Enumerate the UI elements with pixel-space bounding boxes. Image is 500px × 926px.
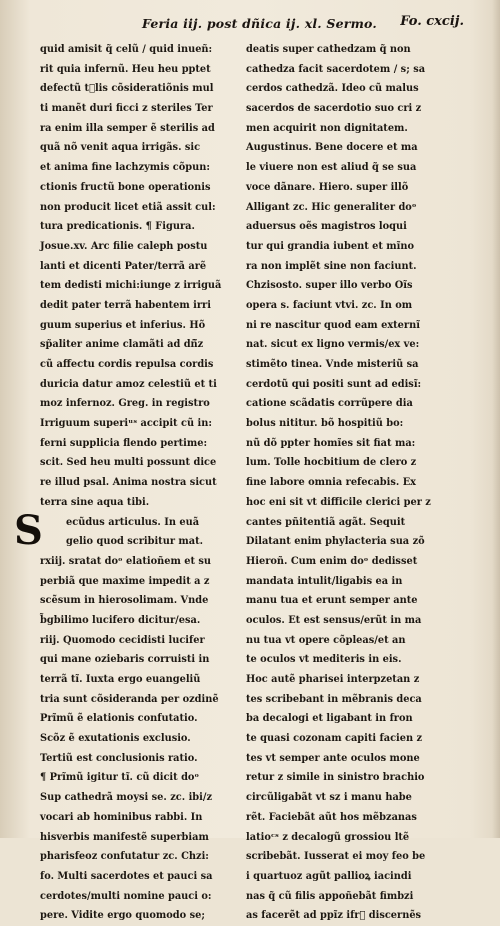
text-line: b̃gbilimo lucifero dicitur/esa. bbox=[40, 614, 201, 626]
text-line: Dilatant enim phylacteria sua zõ bbox=[246, 536, 425, 548]
text-line: rit quia infernũ. Heu heu pptet bbox=[40, 63, 211, 75]
text-line: lanti et dicenti Pater/terrã arẽ bbox=[40, 260, 207, 272]
text-line: fine labore omnia refecabis. Ex bbox=[246, 477, 417, 489]
text-line: i quartuoz agũt pallioꝝ iacindi bbox=[246, 870, 412, 882]
text-line: retur z simile in sinistro brachio bbox=[246, 772, 425, 784]
text-line: Hieroñ. Cum enim doᵒ dedisset bbox=[246, 555, 418, 567]
text-line: tura predicationis. ¶ Figura. bbox=[40, 221, 195, 233]
text-line: ¶ Prĩmũ igitur tĩ. cũ dicit doᵒ bbox=[40, 772, 200, 784]
text-line-content: ecũdus articulus. In euã bbox=[66, 516, 200, 528]
text-line: duricia datur amoz celestiũ et ti bbox=[40, 378, 217, 390]
text-line: lum. Tolle hocbitium de clero z bbox=[246, 457, 417, 469]
text-line: deatis super cathedzam q̃ non bbox=[246, 44, 411, 55]
text-line: pharisfeoz confutatur zc. Chzi: bbox=[40, 851, 209, 863]
text-line: scẽsum in hierosolimam. Vnde bbox=[40, 595, 209, 607]
text-line: nas q̃ cũ filis appoñebãt fimbzi bbox=[246, 890, 414, 902]
text-line: Sup cathedrã moysi se. zc. ibi/z bbox=[40, 792, 213, 804]
text-line: quã nõ venit aqua irrigãs. sic bbox=[40, 142, 201, 154]
text-line: tur qui grandia iubent et mĩno bbox=[246, 240, 415, 252]
text-line: vocari ab hominibus rabbi. In bbox=[40, 811, 203, 823]
left-column bbox=[14, 40, 236, 926]
text-line: tem dedisti michi:iunge z irriguã bbox=[40, 280, 222, 292]
text-line: ba decalogi et ligabant in fron bbox=[246, 713, 413, 725]
text-line: tria sunt cõsideranda per ozdinẽ bbox=[40, 693, 219, 705]
folio-number: Fo. cxcij. bbox=[400, 14, 464, 29]
text-line: Josue.xv. Arc filie caleph postu bbox=[40, 240, 208, 252]
running-title: Feria iij. post dñica ij. xl. Sermo. bbox=[142, 16, 377, 31]
text-line: aduersus oẽs magistros loqui bbox=[246, 221, 407, 233]
text-line: cantes pñitentiã agãt. Sequit bbox=[246, 516, 406, 528]
text-line: scit. Sed heu multi possunt dice bbox=[40, 457, 217, 469]
text-line: nũ dõ ppter homĩes sit fiat ma: bbox=[246, 437, 416, 449]
text-line: cerdotes/multi nomine pauci o: bbox=[40, 890, 212, 902]
text-line: tes scribebant in mẽbranis deca bbox=[246, 693, 422, 705]
text-line: ra enim illa semper ẽ sterilis ad bbox=[40, 122, 215, 134]
text-line: defectũ tᷣlis cõsideratiõnis mul bbox=[40, 83, 214, 95]
text-line: gelio quod scribitur mat. bbox=[66, 536, 204, 548]
text-line: men acquirit non dignitatem. bbox=[246, 122, 408, 134]
text-line: rẽt. Faciebãt aũt hos mẽbzanas bbox=[246, 811, 417, 823]
text-line: guum superius et inferius. Hõ bbox=[40, 319, 206, 331]
text-line: manu tua et erunt semper ante bbox=[246, 595, 418, 607]
text-line: cerdos cathedzã. Ideo cũ malus bbox=[246, 83, 419, 95]
text-line: hisverbis manifestẽ superbiam bbox=[40, 831, 209, 843]
text-line: Chzisosto. super illo verbo Oĩs bbox=[246, 280, 413, 292]
text-line: cathedza facit sacerdotem / s; sa bbox=[246, 63, 426, 75]
text-line: nat. sicut ex ligno vermis/ex ve: bbox=[246, 339, 420, 351]
text-line: voce dãnare. Hiero. super illõ bbox=[246, 181, 409, 193]
text-line: Hoc autẽ pharisei interpzetan z bbox=[246, 674, 420, 685]
text-line: re illud psal. Anima nostra sicut bbox=[40, 477, 217, 489]
text-line: Scõz ẽ exutationis exclusio. bbox=[40, 733, 191, 745]
text-line: Augustinus. Bene docere et ma bbox=[246, 142, 418, 154]
text-line: catione scãdatis corrũpere dia bbox=[246, 398, 413, 410]
text-line: scribebãt. Iusserat ei moy feo be bbox=[246, 851, 426, 863]
text-line: nu tua vt opere cõpleas/et an bbox=[246, 634, 406, 646]
text-line: et anima fine lachzymis cõpun: bbox=[40, 162, 211, 174]
text-line: te quasi cozonam capiti facien z bbox=[246, 733, 423, 745]
text-line: ctionis fructũ bone operationis bbox=[40, 181, 211, 193]
text-line: riij. Quomodo cecidisti lucifer bbox=[40, 634, 205, 646]
text-line: perbiã que maxime impedit a z bbox=[40, 575, 210, 587]
right-column bbox=[246, 40, 446, 926]
text-line: latioᶜˢ z decalogũ grossiou ltẽ bbox=[246, 831, 410, 843]
text-line: ni re nascitur quod eam externĩ bbox=[246, 319, 420, 331]
drop-cap-initial: S bbox=[14, 506, 43, 554]
text-line: Alligant zc. Hic generaliter doᵒ bbox=[246, 201, 417, 213]
text-line: cerdotũ qui positi sunt ad edisĩ: bbox=[246, 378, 422, 390]
text-line: quid amisit q̃ celũ / quid inueñ: bbox=[40, 44, 213, 55]
text-line: oculos. Et est sensus/erũt in ma bbox=[246, 614, 422, 626]
text-line: ferni supplicia flendo pertime: bbox=[40, 437, 208, 449]
text-line: ti manẽt duri ficci z steriles Ter bbox=[40, 103, 213, 115]
text-line: te oculos vt mediteris in eis. bbox=[246, 654, 402, 666]
text-line: dedit pater terrã habentem irri bbox=[40, 299, 211, 311]
text-line: cũ affectu cordis repulsa cordis bbox=[40, 359, 214, 370]
text-line: moz infernoz. Greg. in registro bbox=[40, 398, 210, 410]
text-line: sacerdos de sacerdotio suo cri z bbox=[246, 103, 422, 115]
text-line: mandata intulit/ligabis ea in bbox=[246, 575, 403, 587]
text-line: circũligabãt vt sz i manu habe bbox=[246, 792, 412, 804]
text-line: ra non implẽt sine non faciunt. bbox=[246, 260, 417, 272]
text-line: as facerẽt ad ppĩz ifrᷝ discernẽs bbox=[246, 910, 422, 922]
text-line: le viuere non est aliud q̃ se sua bbox=[246, 162, 417, 174]
text-line: qui mane oziebaris corruisti in bbox=[40, 654, 210, 666]
page-edge-shadow bbox=[492, 0, 500, 838]
text-line: Tertiũ est conclusionis ratio. bbox=[40, 752, 198, 764]
text-line: terrã tĩ. Iuxta ergo euangeliũ bbox=[40, 674, 201, 685]
text-line: pere. Vidite ergo quomodo se; bbox=[40, 910, 205, 922]
text-line: sp̃aliter anime clamãti ad dñ̃z bbox=[40, 339, 204, 351]
text-line: opera s. faciunt vtvi. zc. In om bbox=[246, 299, 413, 311]
page-header bbox=[0, 14, 500, 36]
text-line: tes vt semper ante oculos mone bbox=[246, 752, 420, 764]
text-line: hoc eni sit vt difficile clerici per z bbox=[246, 496, 431, 508]
text-line: bolus nititur. bõ hospitiũ bo: bbox=[246, 418, 404, 430]
text-line: rxiij. sratat doᵒ elatioñem et su bbox=[40, 555, 212, 567]
text-line: non producit licet etiã assit cul: bbox=[40, 201, 216, 213]
text-line: terra sine aqua tibi. bbox=[40, 496, 150, 508]
text-line: Irriguum superiᵘˢ accipit cũ in: bbox=[40, 418, 212, 430]
text-line: stimẽto tinea. Vnde misteriũ sa bbox=[246, 359, 419, 370]
text-line: fo. Multi sacerdotes et pauci sa bbox=[40, 870, 213, 882]
text-line: Prĩmũ ẽ elationis confutatio. bbox=[40, 713, 198, 725]
